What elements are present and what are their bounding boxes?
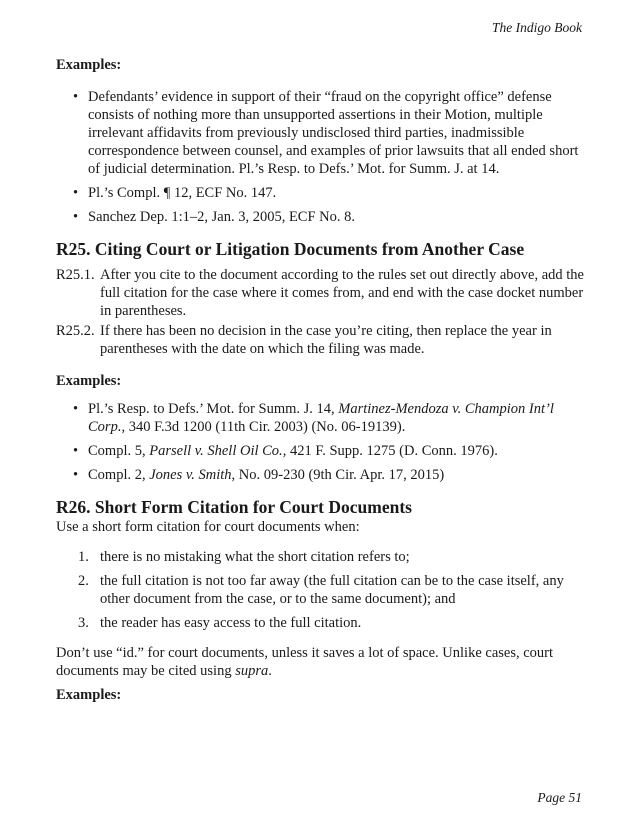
case-name: Parsell v. Shell Oil Co. xyxy=(149,443,283,459)
bullet-icon: • xyxy=(73,209,79,225)
body-paragraph xyxy=(56,644,586,680)
list-number: 1. xyxy=(78,549,89,565)
list-item-text: there is no mistaking what the short citation refers to; xyxy=(100,549,410,565)
examples-label: Examples: xyxy=(56,687,122,703)
list-item-text: Defendants’ evidence in support of their “fraud on the copyright office” defense consists of nothing more than unsupported assertions in their Motion, multiple irrelevant affidavits from previously undisclosed third parties, inadmissible correspondence between counsel, and examples of prior lawsuits that all ended short of judicial determination. Pl.’s Resp. to Defs.’ Mot. for Summ. J. at 14. xyxy=(88,89,579,177)
citation-text: , 340 F.3d 1200 (11th Cir. 2003) (No. 06-19139). xyxy=(121,419,406,435)
bullet-icon: • xyxy=(73,401,79,417)
list-item-text: Sanchez Dep. 1:1–2, Jan. 3, 2005, ECF No. 8. xyxy=(88,209,356,225)
list-item-text: the full citation is not too far away (the full citation can be to the case itself, any other document from the case, or to the same document); and xyxy=(100,573,564,607)
bullet-icon: • xyxy=(73,443,79,459)
page-content xyxy=(56,56,586,704)
section-intro: Use a short form citation for court documents when: xyxy=(56,519,360,535)
running-header-book-title: The Indigo Book xyxy=(492,20,582,35)
bullet-icon: • xyxy=(73,467,79,483)
list-item xyxy=(56,548,586,566)
paragraph-text: Don’t use “id.” for court documents, unless it saves a lot of space. Unlike cases, court documents may be cited using xyxy=(56,645,554,679)
bullet-icon: • xyxy=(73,89,79,105)
rule-text: After you cite to the document according to the rules set out directly above, add the full citation for the case where it comes from, and end with the case docket number in parentheses. xyxy=(100,267,584,319)
list-item xyxy=(56,614,586,632)
list-number: 3. xyxy=(78,615,89,631)
list-item-text: Pl.’s Compl. ¶ 12, ECF No. 147. xyxy=(88,185,277,201)
italic-term: supra xyxy=(235,663,269,679)
examples-label: Examples: xyxy=(56,373,122,389)
list-item xyxy=(56,88,586,178)
list-item-text: the reader has easy access to the full citation. xyxy=(100,615,362,631)
citation-text: Compl. 5, xyxy=(88,443,150,459)
rule-item xyxy=(56,322,586,358)
list-item xyxy=(56,208,586,226)
citation-text: , 421 F. Supp. 1275 (D. Conn. 1976). xyxy=(282,443,498,459)
case-name: Martinez-Mendoza v. Champion Int’l Corp. xyxy=(88,401,554,435)
rule-item xyxy=(56,266,586,320)
examples-list xyxy=(56,400,586,484)
list-item xyxy=(56,572,586,608)
section-heading-r25: R25. Citing Court or Litigation Documents from Another Case xyxy=(56,239,525,259)
examples-label: Examples: xyxy=(56,57,122,73)
numbered-list xyxy=(56,548,586,632)
citation-text: Compl. 2, xyxy=(88,467,150,483)
paragraph-text: . xyxy=(268,663,272,679)
rule-text: If there has been no decision in the case you’re citing, then replace the year in parentheses with the date on which the filing was made. xyxy=(100,323,552,357)
rule-number: R25.2. xyxy=(56,323,95,339)
rule-number: R25.1. xyxy=(56,267,95,283)
section-heading-r26: R26. Short Form Citation for Court Documents xyxy=(56,497,412,517)
list-item xyxy=(56,466,586,484)
bullet-icon: • xyxy=(73,185,79,201)
citation-text: Pl.’s Resp. to Defs.’ Mot. for Summ. J. 14, xyxy=(88,401,339,417)
page-number: Page 51 xyxy=(537,790,582,805)
list-item xyxy=(56,184,586,202)
examples-list xyxy=(56,88,586,226)
list-item xyxy=(56,400,586,436)
list-number: 2. xyxy=(78,573,89,589)
citation-text: , No. 09-230 (9th Cir. Apr. 17, 2015) xyxy=(231,467,445,483)
case-name: Jones v. Smith xyxy=(149,467,232,483)
list-item xyxy=(56,442,586,460)
